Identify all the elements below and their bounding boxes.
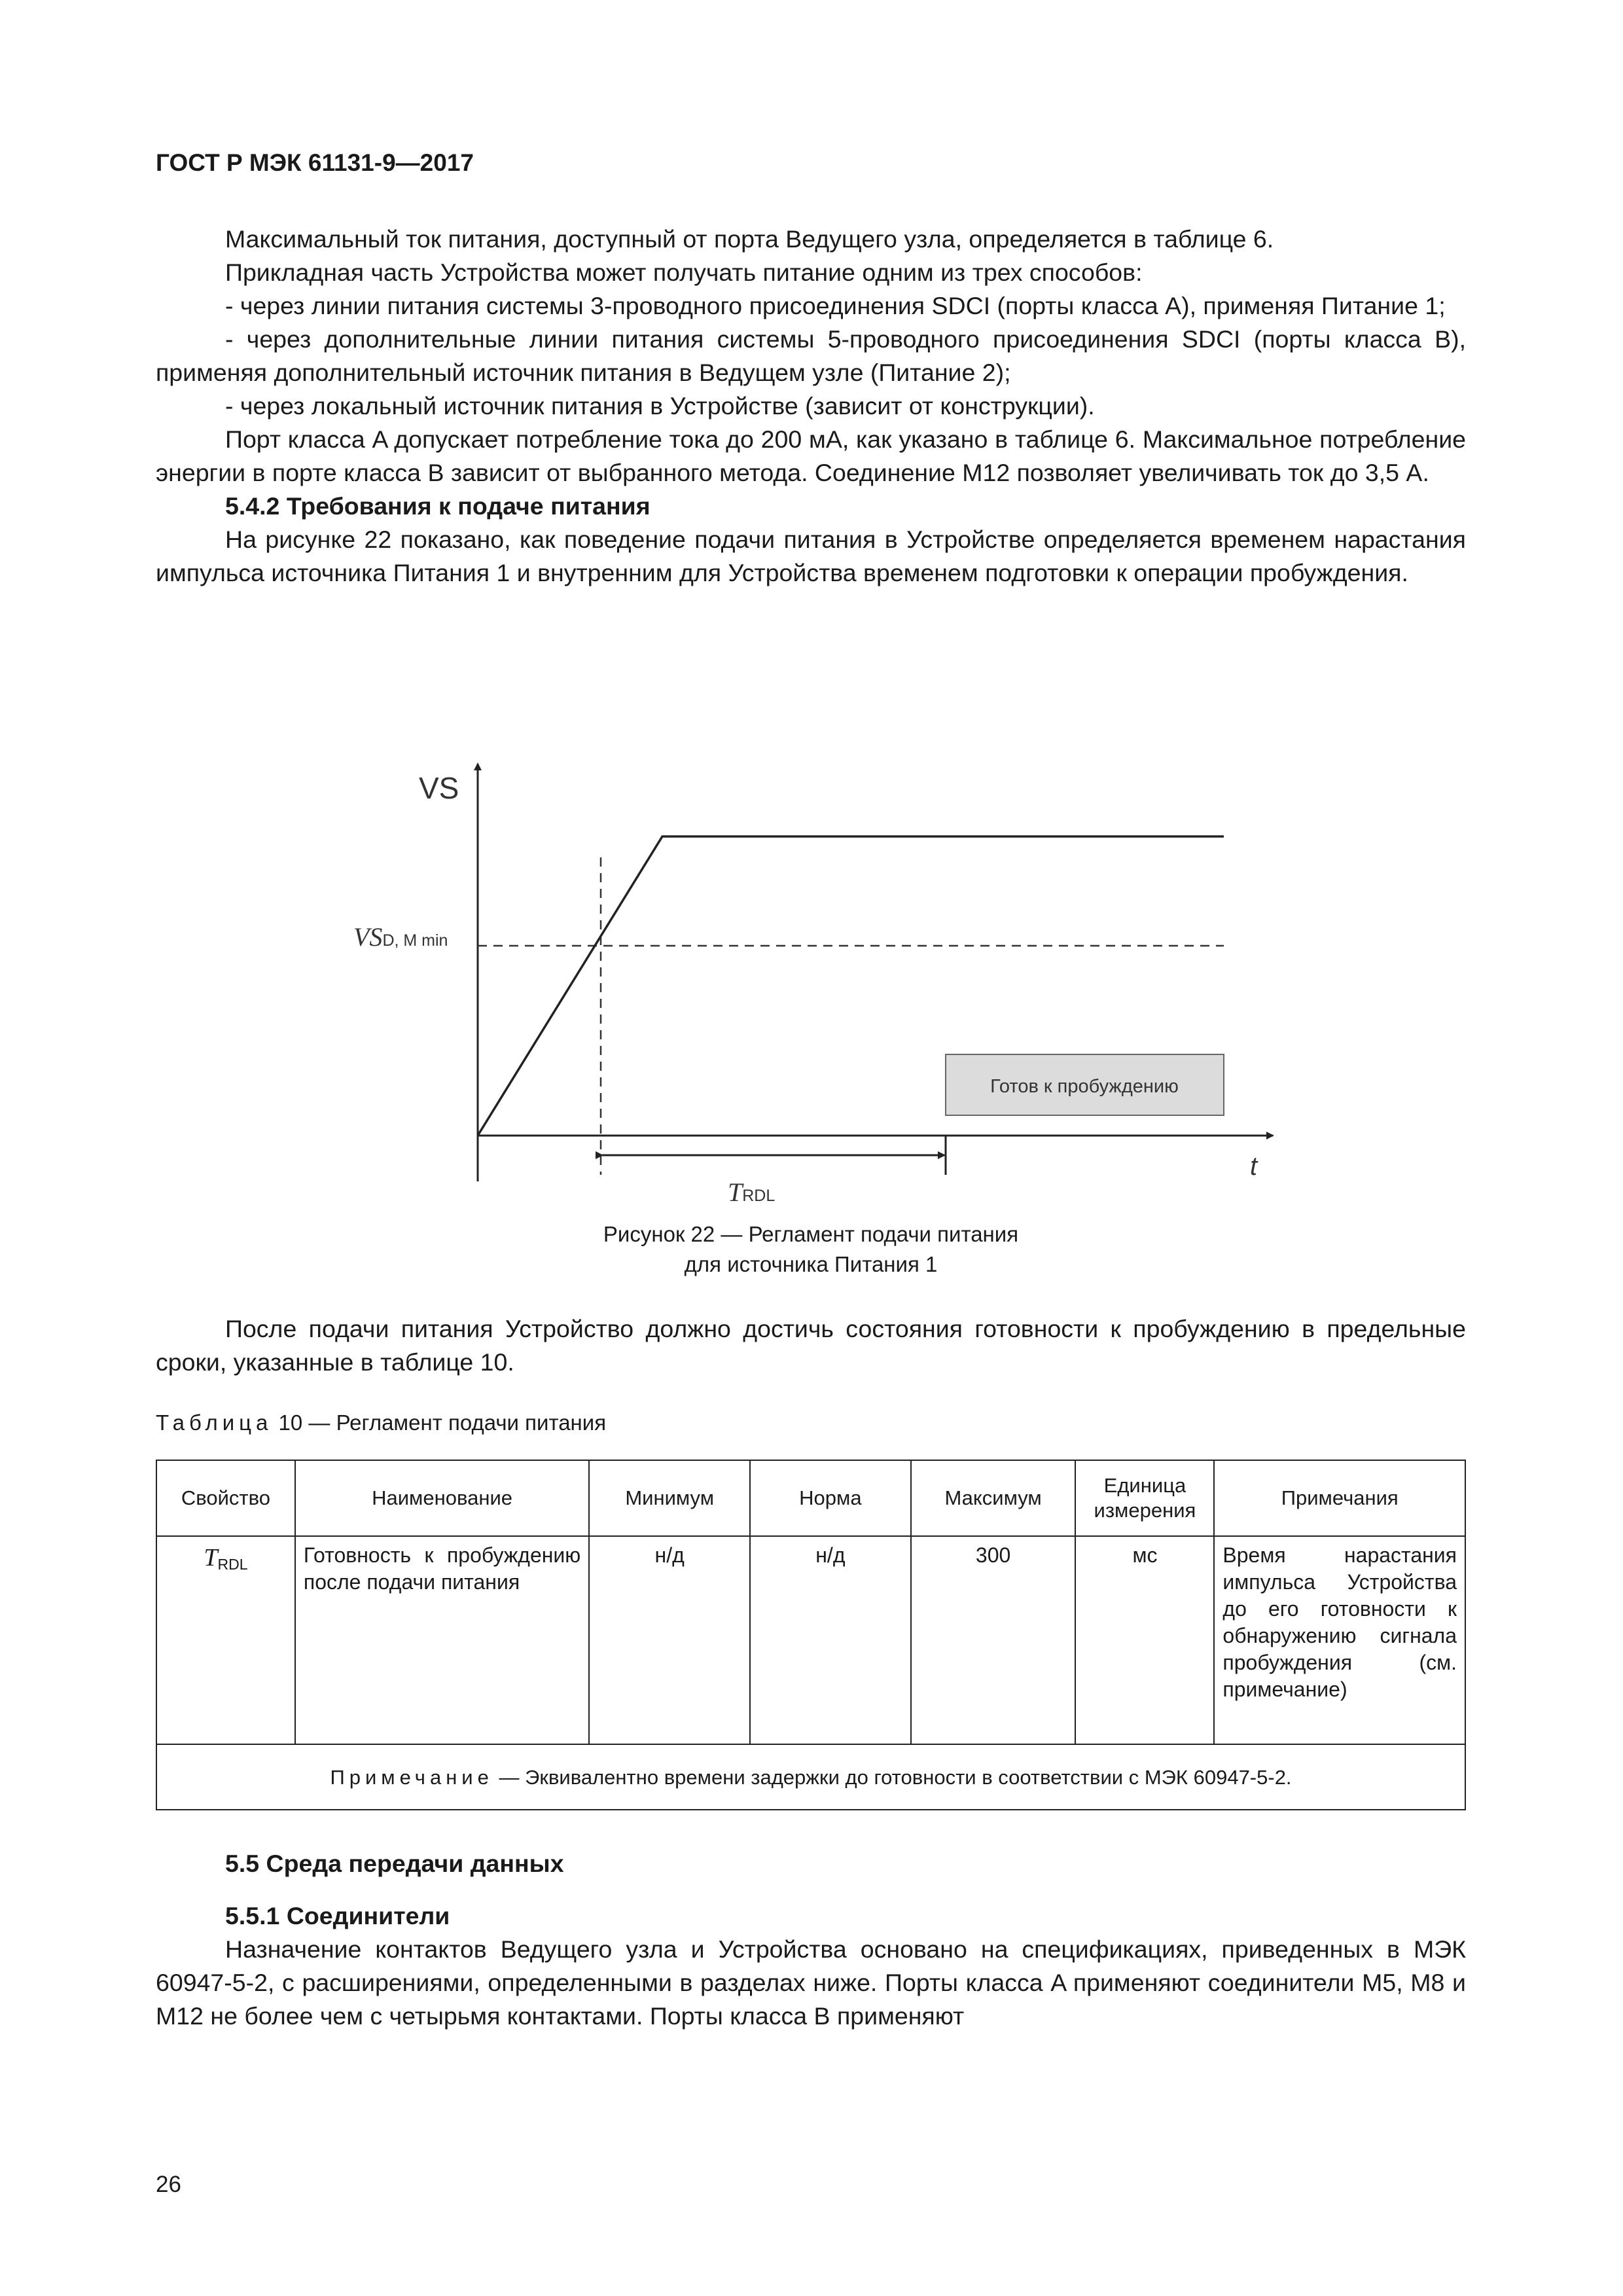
cell-name: Готовность к пробуждению после подачи питания xyxy=(295,1536,589,1744)
table-title xyxy=(156,1410,606,1435)
table-header-row xyxy=(156,1460,1465,1536)
column-header: Единица измерения xyxy=(1075,1460,1214,1536)
threshold-label: VSD, M min xyxy=(353,922,448,952)
section-heading-5-5-1: 5.5.1 Соединители xyxy=(225,1902,450,1929)
list-item: - через локальный источник питания в Устройстве (зависит от конструкции). xyxy=(225,392,1095,420)
table-note: Примечание — Эквивалентно времени задержки до готовности в соответствии с МЭК 60947-5-2. xyxy=(156,1744,1465,1810)
power-up-timing-figure xyxy=(327,749,1296,1221)
cell-property: $T_{RDL}$ xyxy=(156,1536,295,1744)
y-axis-label: VS xyxy=(419,771,459,805)
column-header: Примечания xyxy=(1214,1460,1465,1536)
cell-max: 300 xyxy=(911,1536,1076,1744)
cell-notes: Время нарастания импульса Устройства до его готовности к обнаружению сигнала пробуждения (см. примечание) xyxy=(1214,1536,1465,1744)
x-axis-label: t xyxy=(1250,1152,1258,1181)
section-5-5-1 xyxy=(156,1899,1466,2033)
table-title-text: 10 — Регламент подачи питания xyxy=(272,1410,607,1435)
column-header: Свойство xyxy=(156,1460,295,1536)
column-header: Норма xyxy=(750,1460,911,1536)
interval-label: TRDL xyxy=(728,1177,776,1207)
column-header: Максимум xyxy=(911,1460,1076,1536)
paragraph: Порт класса A допускает потребление тока до 200 мА, как указано в таблице 6. Максимальное потребление энергии в порте класса B зависит от выбранного метода. Соединение M12 позволяет увеличивать ток до 3,5 А. xyxy=(156,425,1466,486)
cell-unit: мс xyxy=(1075,1536,1214,1744)
ready-for-wakeup-label: Готов к пробуждению xyxy=(990,1076,1179,1097)
list-item: - через дополнительные линии питания системы 5-проводного присоединения SDCI (порты класса B), применяя дополнительный источник питания в Ведущем узле (Питание 2); xyxy=(156,325,1466,386)
list-item: - через линии питания системы 3-проводного присоединения SDCI (порты класса A), применяя Питание 1; xyxy=(225,292,1446,319)
table-note-row xyxy=(156,1744,1465,1810)
cell-min: н/д xyxy=(589,1536,750,1744)
section-5-5 xyxy=(156,1847,1466,1880)
caption-line: Рисунок 22 — Регламент подачи питания xyxy=(603,1222,1019,1246)
column-header: Наименование xyxy=(295,1460,589,1536)
page-number: 26 xyxy=(156,2172,181,2197)
table-title-prefix: Таблица xyxy=(156,1410,273,1435)
figure-caption xyxy=(156,1219,1466,1280)
intro-section xyxy=(156,223,1466,590)
caption-line: для источника Питания 1 xyxy=(684,1252,938,1276)
paragraph: Максимальный ток питания, доступный от порта Ведущего узла, определяется в таблице 6. xyxy=(225,225,1274,253)
column-header: Минимум xyxy=(589,1460,750,1536)
paragraph: На рисунке 22 показано, как поведение подачи питания в Устройстве определяется временем нарастания импульса источника Питания 1 и внутренним для Устройства временем подготовки к операции пробуждения. xyxy=(156,526,1466,586)
document-header: ГОСТ Р МЭК 61131-9—2017 xyxy=(156,149,474,176)
paragraph: После подачи питания Устройство должно достичь состояния готовности к пробуждению в предельные сроки, указанные в таблице 10. xyxy=(156,1315,1466,1376)
paragraph: Прикладная часть Устройства может получать питание одним из трех способов: xyxy=(225,259,1143,286)
power-up-table xyxy=(156,1460,1466,1810)
section-heading-5-4-2: 5.4.2 Требования к подаче питания xyxy=(225,492,651,520)
table-row xyxy=(156,1536,1465,1744)
section-heading-5-5: 5.5 Среда передачи данных xyxy=(225,1850,564,1877)
cell-norm: н/д xyxy=(750,1536,911,1744)
paragraph: Назначение контактов Ведущего узла и Устройства основано на спецификациях, приведенных в МЭК 60947-5-2, с расширениями, определенными в разделах ниже. Порты класса A применяют соединители M5, M8 и M12 не более чем с четырьмя контактами. Порты класса B применяют xyxy=(156,1935,1466,2030)
after-figure-section xyxy=(156,1312,1466,1379)
